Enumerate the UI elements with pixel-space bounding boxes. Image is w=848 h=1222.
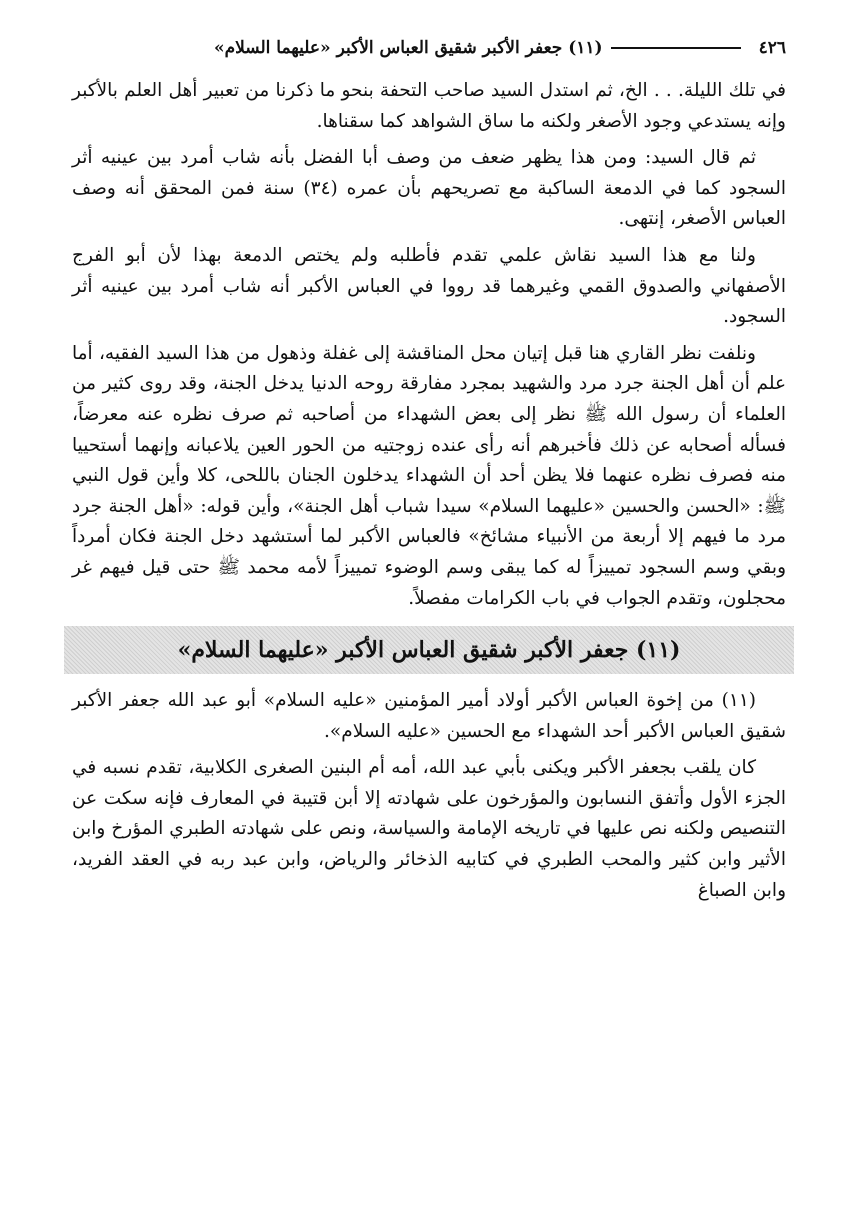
paragraph: ثم قال السيد: ومن هذا يظهر ضعف من وصف أبا الفضل بأنه شاب أمرد بين عينيه أثر السجود كما في الدمعة الساكبة مع تصريحهم بأن عمره (٣٤) سنة فمن المحقق أنه وصف العباس الأصغر، إنتهى.: [72, 147, 786, 230]
paragraph: ولنا مع هذا السيد نقاش علمي تقدم فأطلبه ولم يختص الدمعة بهذا لأن أبو الفرج الأصفهاني والصدوق القمي وغيرهما قد رووا في العباس الأكبر أنه شاب أمرد بين عينيه أثر السجود.: [72, 244, 786, 328]
running-header: [72, 28, 786, 68]
paragraph: كان يلقب بجعفر الأكبر ويكنى بأبي عبد الله، أمه أم البنين الصغرى الكلابية، تقدم نسبه في الجزء الأول وأتفق النسابون والمؤرخون على شهادته إلا أبن قتيبة في المعارف فإنه سكت عن التنصيص ولكنه نص عليها في تاريخه الإمامة والسياسة، ونص على شهادته الطبري المؤرخ وابن الأثير وابن كثير والمحب الطبري في كتابيه الذخائر والرياض، وابن عبد ربه في العقد الفريد، وابن الصباغ: [72, 757, 786, 901]
body-text: [72, 76, 786, 906]
paragraph: ونلفت نظر القاري هنا قبل إتيان محل المناقشة إلى غفلة وذهول من هذا السيد الفقيه، أما علم أن أهل الجنة جرد مرد والشهيد بمجرد مفارقة روحه الدنيا يدخل الجنة، وقد روى كثير من العلماء أن رسول الله ﷺ نظر إلى بعض الشهداء من أصاحبه ثم صرف نظره عنه معرضاً، فسأله أصحابه عن ذلك فأخبرهم أنه رأى عنده زوجتيه من الحور العين يلاعبانه وإنهما أستحييا منه فصرف نظره عنهما فلا يظن أحد أن الشهداء يدخلون الجنان باللحى، كلا وأين قول النبي ﷺ: «الحسن والحسين «عليهما السلام» سيدا شباب أهل الجنة»، وأين قوله: «أهل الجنة جرد مرد ما فيهم إلا أربعة من الأنبياء مشائخ» فالعباس الأكبر لما أستشهد دخل الجنة فكان أمرداً وبقي وسم السجود تمييزاً له كما يبقى وسم الوضوء تمييزاً لأمه محمد ﷺ حتى قيل فيهم غر محجلون، وتقدم الجواب في باب الكرامات مفصلاً.: [72, 342, 786, 609]
paragraph: في تلك الليلة. . . الخ، ثم استدل السيد صاحب التحفة بنحو ما ذكرنا من تعبير أهل العلم بالأكبر وإنه يستدعي وجود الأصغر ولكنه ما ساق الشواهد كما سقناها.: [72, 80, 786, 132]
paragraph: (١١) من إخوة العباس الأكبر أولاد أمير المؤمنين «عليه السلام» أبو عبد الله جعفر الأكبر شقيق العباس الأكبر أحد الشهداء مع الحسين «عليه السلام».: [72, 690, 786, 742]
section-heading-box: [64, 626, 794, 674]
running-title: (١١) جعفر الأكبر شقيق العباس الأكبر «عليهما السلام»: [214, 38, 603, 58]
page-number: ٤٢٦: [758, 38, 786, 58]
section-heading: (١١) جعفر الأكبر شقيق العباس الأكبر «عليهما السلام»: [177, 637, 681, 664]
header-rule: [611, 47, 741, 49]
